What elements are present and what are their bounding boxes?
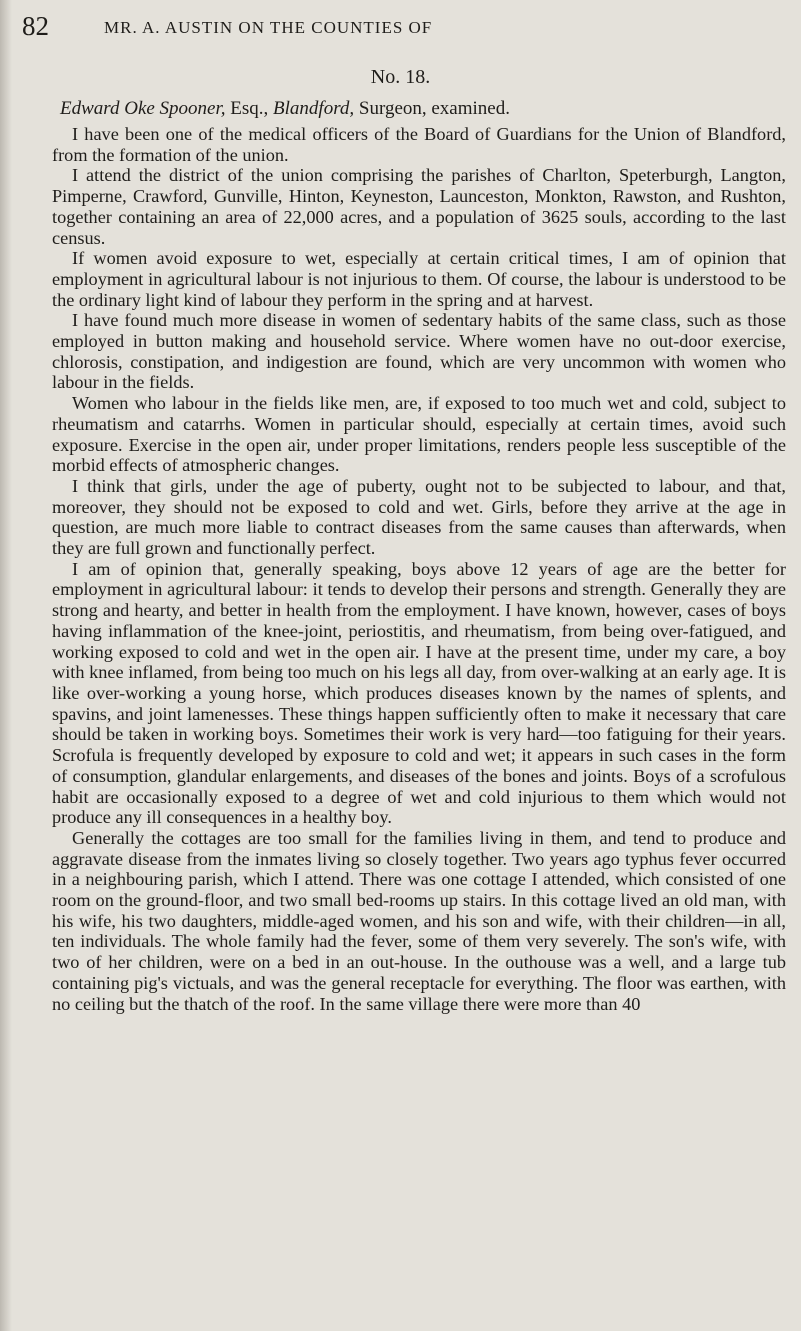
section-number: No. 18. xyxy=(370,66,431,88)
witness-role: Surgeon, examined. xyxy=(354,98,510,119)
paragraph: Women who labour in the fields like men, are, if exposed to too much wet and cold, subject to rheumatism and catarrhs. Women in particular should, especially at certain times, avoid such exposure. Exercise in the open air, under proper limitations, renders people less susceptible of the morbid effects of atmospheric changes. xyxy=(52,393,786,476)
running-title: MR. A. AUSTIN ON THE COUNTIES OF xyxy=(104,18,433,37)
page-number: 82 xyxy=(22,11,49,41)
witness-title: Esq., xyxy=(225,98,274,119)
page-gutter-shadow xyxy=(0,0,12,1331)
paragraph: If women avoid exposure to wet, especially at certain critical times, I am of opinion that employment in agricultural labour is not injurious to them. Of course, the labour is understood to be the ordinary light kind of labour they perform in the spring and at harvest. xyxy=(52,248,786,310)
witness-place: Blandford, xyxy=(273,98,355,119)
paragraph: I attend the district of the union comprising the parishes of Charlton, Speterburgh, Langton, Pimperne, Crawford, Gunville, Hinton, Keyneston, Launceston, Monkton, Rawston, and Rushton, together containing an area of 22,000 acres, and a population of 3625 souls, according to the last census. xyxy=(52,165,786,248)
paragraph: I have been one of the medical officers of the Board of Guardians for the Union of Blandford, from the formation of the union. xyxy=(52,124,786,165)
paragraph: I have found much more disease in women of sedentary habits of the same class, such as those employed in button making and household service. Where women have no out-door exercise, chlorosis, constipation, and indigestion are found, which are very uncommon with women who labour in the fields. xyxy=(52,310,786,393)
running-head xyxy=(22,8,782,48)
witness-heading xyxy=(60,97,785,121)
testimony-body xyxy=(52,124,786,1014)
paragraph: I think that girls, under the age of puberty, ought not to be subjected to labour, and that, moreover, they should not be exposed to cold and wet. Girls, before they arrive at the age in question, are much more liable to contract diseases from the same causes than afterwards, when they are full grown and functionally perfect. xyxy=(52,475,786,559)
paragraph: Generally the cottages are too small for the families living in them, and tend to produce and aggravate disease from the inmates living so closely together. Two years ago typhus fever occurred in a neighbouring parish, which I attend. There was one cottage I attended, which consisted of one room on the ground-floor, and two small bed-rooms up stairs. In this cottage lived an old man, with his wife, his two daughters, middle-aged women, and his son and wife, with their children—in all, ten individuals. The whole family had the fever, some of them very severely. The son's wife, with two of her children, were on a bed in an out-house. In the outhouse was a well, and a large tub containing pig's victuals, and was the general receptacle for everything. The floor was earthen, with no ceiling but the thatch of the roof. In the same village there were more than 40 xyxy=(52,827,786,1014)
paragraph: I am of opinion that, generally speaking, boys above 12 years of age are the better for employment in agricultural labour: it tends to develop their persons and strength. Generally they are strong and hearty, and better in health from the employment. I have known, however, cases of boys having inflammation of the knee-joint, periostitis, and rheumatism, from being over-fatigued, and working exposed to cold and wet in the open air. I have at the present time, under my care, a boy with knee inflamed, from being too much on his legs all day, from over-walking at an early age. It is like over-working a young horse, which produces diseases known by the names of splents, and spavins, and joint lamenesses. These things happen sufficiently often to make it necessary that care should be taken in working boys. Sometimes their work is very hard—too fatiguing for their years. Scrofula is frequently developed by exposure to cold and wet; it appears in such cases in the form of consumption, glandular enlargements, and diseases of the bones and joints. Boys of a scrofulous habit are occasionally exposed to a degree of wet and cold injurious to them which would not produce any ill consequences in a healthy boy. xyxy=(52,558,786,828)
witness-name: Edward Oke Spooner, xyxy=(60,98,226,119)
